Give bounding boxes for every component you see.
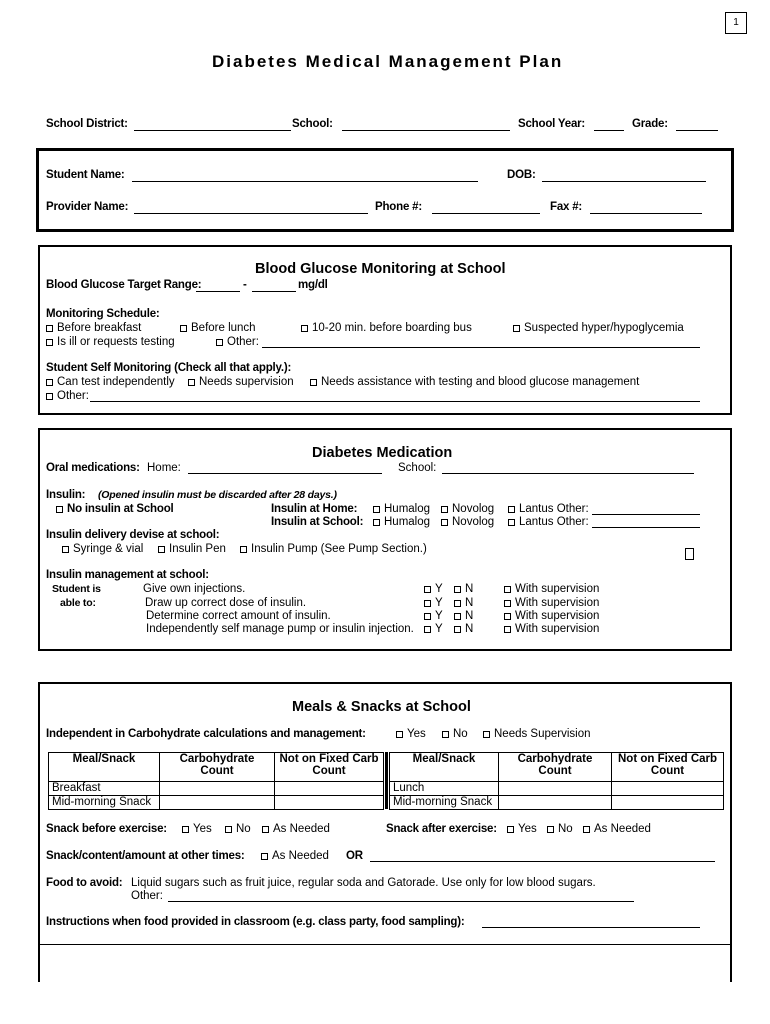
table-row — [49, 796, 384, 810]
task3-y-option[interactable] — [424, 610, 443, 622]
ill-option[interactable] — [46, 336, 175, 348]
table-cell[interactable] — [499, 782, 612, 796]
table-cell: Lunch — [390, 782, 499, 796]
school-year-field[interactable] — [594, 130, 624, 131]
table-header: Meal/Snack — [390, 753, 499, 782]
range-dash: - — [243, 279, 247, 291]
table-header: Carbohydrate Count — [499, 753, 612, 782]
page-title: Diabetes Medical Management Plan — [212, 52, 564, 71]
option-label: N — [465, 610, 474, 622]
option-label: As Needed — [273, 823, 330, 835]
home-lantus-field[interactable] — [592, 514, 700, 515]
option-label: Is ill or requests testing — [57, 336, 175, 348]
option-label: Insulin Pump (See Pump Section.) — [251, 543, 427, 555]
option-label: Y — [435, 583, 443, 595]
table-cell: Mid-morning Snack — [390, 796, 499, 810]
snack-before-label: Snack before exercise: — [46, 823, 167, 835]
food-other-label: Other: — [131, 890, 163, 902]
target-range-min[interactable] — [196, 291, 240, 292]
option-label: Yes — [518, 823, 537, 835]
option-label: Y — [435, 623, 443, 635]
snack-before-no-option[interactable] — [225, 823, 251, 835]
checkbox-icon[interactable] — [182, 826, 189, 833]
home-lantus-option[interactable] — [508, 503, 589, 515]
phone-label: Phone #: — [375, 201, 422, 213]
option-label: Lantus Other: — [519, 503, 589, 515]
before-lunch-option[interactable] — [180, 322, 256, 334]
phone-field[interactable] — [432, 213, 540, 214]
meals-divider — [40, 944, 730, 945]
oral-school-field[interactable] — [442, 473, 694, 474]
other-monitor-field[interactable] — [90, 401, 700, 402]
option-label: N — [465, 623, 474, 635]
checkbox-icon[interactable] — [454, 613, 461, 620]
option-label: No — [236, 823, 251, 835]
independent-label: Independent in Carbohydrate calculations and management: — [46, 728, 366, 740]
task-determine-amount: Determine correct amount of insulin. — [146, 610, 331, 622]
grade-label: Grade: — [632, 118, 668, 130]
checkbox-icon[interactable] — [262, 826, 269, 833]
student-is-label: Student is — [52, 583, 101, 595]
task2-supervision-option[interactable] — [504, 597, 599, 609]
checkbox-icon[interactable] — [424, 586, 431, 593]
page-number: 1 — [725, 12, 747, 34]
no-insulin-option[interactable] — [56, 503, 174, 515]
checkbox-icon[interactable] — [396, 731, 403, 738]
task-self-manage: Independently self manage pump or insulin injection. — [146, 623, 414, 635]
able-to-label: able to: — [60, 597, 96, 609]
option-label: Needs Supervision — [494, 728, 591, 740]
unit-label: mg/dl — [298, 279, 328, 291]
snack-after-asneeded-option[interactable] — [583, 823, 651, 835]
option-label: Other: — [57, 390, 89, 402]
oral-medications-label: Oral medications: — [46, 462, 140, 474]
option-label: Yes — [193, 823, 212, 835]
glucose-heading: Blood Glucose Monitoring at School — [255, 261, 506, 277]
pump-option[interactable] — [240, 543, 427, 555]
school-label: School: — [292, 118, 333, 130]
option-label: Humalog — [384, 503, 431, 515]
home-novolog-option[interactable] — [441, 503, 494, 515]
checkbox-icon[interactable] — [373, 519, 380, 526]
option-label: With supervision — [515, 623, 600, 635]
option-label: As Needed — [272, 850, 329, 862]
provider-name-field[interactable] — [134, 213, 368, 214]
option-label: Suspected hyper/hypoglycemia — [524, 322, 684, 334]
option-label: Insulin Pen — [169, 543, 226, 555]
checkbox-icon[interactable] — [508, 506, 515, 513]
task4-y-option[interactable] — [424, 623, 443, 635]
school-humalog-option[interactable] — [373, 516, 430, 528]
before-breakfast-option[interactable] — [46, 322, 141, 334]
table-cell[interactable] — [499, 796, 612, 810]
meals-table-right — [389, 752, 724, 810]
dob-label: DOB: — [507, 169, 536, 181]
task4-n-option[interactable] — [454, 623, 473, 635]
insulin-school-label: Insulin at School: — [271, 516, 364, 528]
checkbox-icon[interactable] — [504, 600, 511, 607]
needs-assistance-option[interactable] — [310, 376, 639, 388]
snack-content-field[interactable] — [370, 861, 715, 862]
checkbox-icon[interactable] — [46, 339, 53, 346]
food-avoid-label: Food to avoid: — [46, 877, 123, 889]
option-label: Lantus Other: — [519, 516, 589, 528]
other-monitor-option[interactable] — [46, 390, 89, 402]
school-year-label: School Year: — [518, 118, 586, 130]
checkbox-icon[interactable] — [46, 379, 53, 386]
insulin-label: Insulin: — [46, 489, 86, 501]
checkbox-icon[interactable] — [46, 325, 53, 332]
checkbox-icon[interactable] — [424, 613, 431, 620]
task1-y-option[interactable] — [424, 583, 443, 595]
option-label: No — [453, 728, 468, 740]
school-district-label: School District: — [46, 118, 128, 130]
task-draw-dose: Draw up correct dose of insulin. — [145, 597, 307, 609]
table-cell[interactable] — [275, 782, 384, 796]
checkbox-icon[interactable] — [188, 379, 195, 386]
snack-after-label: Snack after exercise: — [386, 823, 497, 835]
meals-heading: Meals & Snacks at School — [292, 699, 471, 715]
snack-before-asneeded-option[interactable] — [262, 823, 330, 835]
oral-home-field[interactable] — [188, 473, 382, 474]
insulin-note: (Opened insulin must be discarded after 28 days.) — [98, 489, 337, 501]
option-label: Humalog — [384, 516, 431, 528]
option-label: Needs supervision — [199, 376, 294, 388]
school-lantus-option[interactable] — [508, 516, 589, 528]
independent-yes-option[interactable] — [396, 728, 426, 740]
checkbox-icon[interactable] — [240, 546, 247, 553]
checkbox-icon[interactable] — [180, 325, 187, 332]
checkbox-icon[interactable] — [483, 731, 490, 738]
snack-after-yes-option[interactable] — [507, 823, 537, 835]
table-cell: Breakfast — [49, 782, 160, 796]
option-label: Can test independently — [57, 376, 175, 388]
option-label: Other: — [227, 336, 259, 348]
table-cell[interactable] — [160, 796, 275, 810]
insulin-home-label: Insulin at Home: — [271, 503, 358, 515]
option-label: Novolog — [452, 503, 495, 515]
table-cell: Mid-morning Snack — [49, 796, 160, 810]
checkbox-icon[interactable] — [504, 586, 511, 593]
school-lantus-field[interactable] — [592, 527, 700, 528]
other-schedule-field[interactable] — [262, 347, 700, 348]
option-label: Before lunch — [191, 322, 256, 334]
task3-n-option[interactable] — [454, 610, 473, 622]
checkbox-icon[interactable] — [158, 546, 165, 553]
oral-school-label: School: — [398, 462, 437, 474]
table-cell[interactable] — [160, 782, 275, 796]
checkbox-icon[interactable] — [504, 626, 511, 633]
table-row — [390, 782, 724, 796]
placeholder-box-icon — [685, 548, 694, 560]
checkbox-icon[interactable] — [373, 506, 380, 513]
or-label: OR — [346, 850, 363, 862]
checkbox-icon[interactable] — [547, 826, 554, 833]
table-header: Carbohydrate Count — [160, 753, 275, 782]
table-header: Not on Fixed Carb Count — [612, 753, 724, 782]
option-label: Y — [435, 597, 443, 609]
option-label: With supervision — [515, 583, 600, 595]
task1-n-option[interactable] — [454, 583, 473, 595]
grade-field[interactable] — [676, 130, 718, 131]
task1-supervision-option[interactable] — [504, 583, 599, 595]
snack-after-no-option[interactable] — [547, 823, 573, 835]
option-label: Yes — [407, 728, 426, 740]
instructions-label: Instructions when food provided in classroom (e.g. class party, food sampling): — [46, 916, 465, 928]
other-schedule-option[interactable] — [216, 336, 259, 348]
home-humalog-option[interactable] — [373, 503, 430, 515]
option-label: N — [465, 583, 474, 595]
pen-option[interactable] — [158, 543, 226, 555]
self-monitoring-label: Student Self Monitoring (Check all that apply.): — [46, 362, 292, 374]
checkbox-icon[interactable] — [441, 506, 448, 513]
checkbox-icon[interactable] — [441, 519, 448, 526]
food-avoid-text: Liquid sugars such as fruit juice, regular soda and Gatorade. Use only for low blood sugars. — [131, 877, 596, 889]
student-name-label: Student Name: — [46, 169, 125, 181]
task2-n-option[interactable] — [454, 597, 473, 609]
checkbox-icon[interactable] — [507, 826, 514, 833]
task3-supervision-option[interactable] — [504, 610, 599, 622]
food-other-field[interactable] — [168, 901, 634, 902]
school-novolog-option[interactable] — [441, 516, 494, 528]
suspected-option[interactable] — [513, 322, 684, 334]
table-cell[interactable] — [275, 796, 384, 810]
snack-content-label: Snack/content/amount at other times: — [46, 850, 245, 862]
delivery-label: Insulin delivery devise at school: — [46, 529, 220, 541]
fax-label: Fax #: — [550, 201, 583, 213]
option-label: No — [558, 823, 573, 835]
school-field[interactable] — [342, 130, 510, 131]
checkbox-icon[interactable] — [310, 379, 317, 386]
checkbox-icon[interactable] — [225, 826, 232, 833]
table-header: Meal/Snack — [49, 753, 160, 782]
checkbox-icon[interactable] — [424, 626, 431, 633]
checkbox-icon[interactable] — [216, 339, 223, 346]
checkbox-icon[interactable] — [454, 626, 461, 633]
student-info-box — [36, 148, 734, 232]
student-name-field[interactable] — [132, 181, 478, 182]
checkbox-icon[interactable] — [62, 546, 69, 553]
option-label: Y — [435, 610, 443, 622]
school-district-field[interactable] — [134, 130, 291, 131]
task4-supervision-option[interactable] — [504, 623, 599, 635]
option-label: Needs assistance with testing and blood glucose management — [321, 376, 640, 388]
boarding-bus-option[interactable] — [301, 322, 472, 334]
syringe-option[interactable] — [62, 543, 143, 555]
table-header: Not on Fixed Carb Count — [275, 753, 384, 782]
target-range-max[interactable] — [252, 291, 296, 292]
checkbox-icon[interactable] — [513, 325, 520, 332]
table-separator — [385, 752, 388, 809]
management-label: Insulin management at school: — [46, 569, 209, 581]
table-row — [390, 796, 724, 810]
checkbox-icon[interactable] — [442, 731, 449, 738]
dob-field[interactable] — [542, 181, 706, 182]
checkbox-icon[interactable] — [301, 325, 308, 332]
oral-home-label: Home: — [147, 462, 181, 474]
option-label: As Needed — [594, 823, 651, 835]
snack-content-asneeded-option[interactable] — [261, 850, 329, 862]
independent-supervision-option[interactable] — [483, 728, 591, 740]
option-label: Syringe & vial — [73, 543, 144, 555]
checkbox-icon[interactable] — [504, 613, 511, 620]
table-cell[interactable] — [612, 796, 724, 810]
needs-supervision-option[interactable] — [188, 376, 294, 388]
option-label: No insulin at School — [67, 503, 174, 515]
fax-field[interactable] — [590, 213, 702, 214]
option-label: 10-20 min. before boarding bus — [312, 322, 472, 334]
checkbox-icon[interactable] — [454, 586, 461, 593]
snack-before-yes-option[interactable] — [182, 823, 212, 835]
checkbox-icon[interactable] — [56, 506, 63, 513]
checkbox-icon[interactable] — [454, 600, 461, 607]
option-label: Novolog — [452, 516, 495, 528]
option-label: With supervision — [515, 610, 600, 622]
option-label: N — [465, 597, 474, 609]
task2-y-option[interactable] — [424, 597, 443, 609]
instructions-field[interactable] — [482, 927, 700, 928]
checkbox-icon[interactable] — [261, 853, 268, 860]
can-test-option[interactable] — [46, 376, 175, 388]
meals-table-left — [48, 752, 384, 810]
checkbox-icon[interactable] — [508, 519, 515, 526]
medication-heading: Diabetes Medication — [312, 445, 453, 461]
task-give-injections: Give own injections. — [143, 583, 246, 595]
checkbox-icon[interactable] — [46, 393, 53, 400]
table-row — [49, 782, 384, 796]
target-range-label: Blood Glucose Target Range: — [46, 279, 202, 291]
option-label: Before breakfast — [57, 322, 142, 334]
independent-no-option[interactable] — [442, 728, 468, 740]
checkbox-icon[interactable] — [583, 826, 590, 833]
schedule-label: Monitoring Schedule: — [46, 308, 160, 320]
provider-name-label: Provider Name: — [46, 201, 129, 213]
table-cell[interactable] — [612, 782, 724, 796]
checkbox-icon[interactable] — [424, 600, 431, 607]
option-label: With supervision — [515, 597, 600, 609]
